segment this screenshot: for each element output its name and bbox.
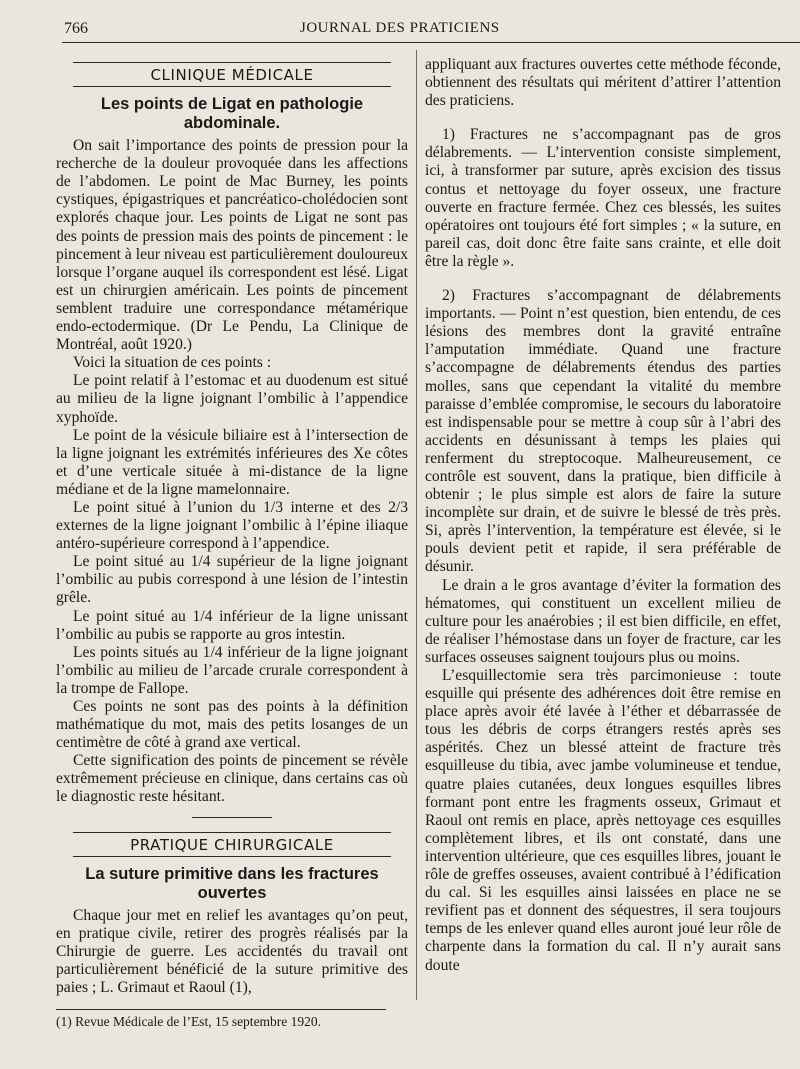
paragraph: Chaque jour met en relief les avantages qu’on peut, en pratique civile, retirer des progrès réalisés par la Chirurgie de guerre. Les accidentés du travail ont particulièrement bénéficié de la suture primitive des paies ; L. Grimaut et Raoul (1), xyxy=(56,906,408,997)
paragraph: L’esquillectomie sera très parcimonieuse : toute esquille qui présente des adhérences doit être remise en place après avoir été lavée à l’éther et débarrassée de tous les débris de corps étrangers restés après ses aspérités. Chez un blessé atteint de fracture très esquilleuse du tibia, avec jambe volumineuse et tendue, quatre plaies cutanées, deux longues esquilles libres formant pont entre les fragments osseux, Grimaut et Raoul ont remis en place, après nettoyage ces esquilles complètement libres, et ils ont constaté, dans une intervention ultérieure, que ces esquilles libres, jouant le rôle de greffes osseuses, avaient contribué à l’édification du cal. Si les esquilles ainsi laissées en place ne se revifient pas et donnent des séquestres, il sera toujours temps de les enlever quand elles auront joué leur rôle de charpente dans la formation du cal. Il n’y aurait sans doute xyxy=(425,667,781,974)
paragraph: Le point de la vésicule biliaire est à l’intersection de la ligne joignant les extrémités inférieures des Xe côtes et d’une verticale située à mi-distance de la ligne médiane et de la ligne mamelonnaire. xyxy=(56,426,408,498)
paragraph: Ces points ne sont pas des points à la définition mathématique du mot, mais des petits losanges de un centimètre de côté à grand axe vertical. xyxy=(56,698,408,752)
running-title: JOURNAL DES PRATICIENS xyxy=(300,20,500,36)
paragraph-gap xyxy=(425,110,781,126)
page-header xyxy=(0,14,800,42)
paragraph: Le point situé à l’union du 1/3 interne et des 2/3 externes de la ligne joignant l’ombilic à l’épine iliaque antéro-supérieure correspond à l’appendice. xyxy=(56,498,408,553)
paragraph: 1) Fractures ne s’accompagnant pas de gros délabrements. — L’intervention consiste simplement, ici, à transformer par suture, après excision des tissus contus et nettoyage du foyer osseux, une fracture ouverte en fracture fermée. Chez ces blessés, les suites opératoires ont toujours été fort simples ; « la suture, en pareil cas, doit donc être faite sans crainte, et elle doit être la règle ». xyxy=(425,126,781,270)
section-heading-clinique: CLINIQUE MÉDICALE xyxy=(73,62,391,87)
paragraph: appliquant aux fractures ouvertes cette méthode féconde, obtiennent des résultats qui méritent d’attirer l’attention des praticiens. xyxy=(425,56,781,110)
paragraph: Les points situés au 1/4 inférieur de la ligne joignant l’ombilic au milieu de l’arcade crurale correspondent à la trompe de Fallope. xyxy=(56,643,408,697)
paragraph: Le point relatif à l’estomac et au duodenum est situé au milieu de la ligne joignant l’ombilic à l’appendice xyphoïde. xyxy=(56,372,408,426)
footnote: (1) Revue Médicale de l’Est, 15 septembre 1920. xyxy=(56,1014,322,1030)
footnote-rule xyxy=(56,1009,386,1010)
section-separator xyxy=(192,817,272,818)
column-divider xyxy=(416,50,417,1000)
article-title-suture: La suture primitive dans les fractures ouvertes xyxy=(85,864,379,902)
paragraph: On sait l’importance des points de pression pour la recherche de la douleur provoquée dans les affections de l’abdomen. Le point de Mac Burney, les points cystiques, épigastriques et pancréatico-cholédocien sont explorés chaque jour. Les points de Ligat ne sont pas des points de pression mais des points de pincement : le pincement à leur niveau est particulièrement douloureux lorsque l’organe auquel ils correspondent est lésé. Ligat est un chirurgien américain. Les points de pincement semblent traduire une correspondance métamérique endo-ectodermique. (Dr Le Pendu, La Clinique de Montréal, août 1920.) xyxy=(56,137,408,354)
paragraph: 2) Fractures s’accompagnant de délabrements importants. — Point n’est question, bien entendu, de ces lésions des membres dont la gravité entraîne l’amputation immédiate. Quand une fracture s’accompagne de délabrements étendus des parties molles, sans que cependant la vitalité du membre paraisse d’emblée compromise, le secours du laboratoire est indispensable pour se mettre à coup sûr à l’abri des accidents en désunissant à temps les plaies qui renferment du streptocoque. Malheureusement, ce contrôle est souvent, dans la pratique, bien difficile à obtenir ; le plus simple est alors de faire la suture incomplète sur drain, et de suivre le blessé de très près. Si, après l’intervention, la température est élevée, si le pouls devient petit et rapide, il sera préférable de désunir. xyxy=(425,287,781,576)
left-column xyxy=(56,56,408,1031)
page-number: 766 xyxy=(64,20,88,37)
paragraph: Cette signification des points de pincement se révèle extrêmement précieuse en clinique, dans certains cas où le diagnostic reste hésitant. xyxy=(56,752,408,806)
paragraph: Le point situé au 1/4 supérieur de la ligne joignant l’ombilic au pubis correspond à une lésion de l’intestin grêle. xyxy=(56,553,408,607)
section-heading-pratique: PRATIQUE CHIRURGICALE xyxy=(73,832,391,857)
paragraph: Le point situé au 1/4 inférieur de la ligne unissant l’ombilic au pubis se rapporte au gros intestin. xyxy=(56,607,408,643)
right-column xyxy=(425,56,781,975)
article-title-ligat: Les points de Ligat en pathologie abdominale. xyxy=(100,95,364,133)
paragraph: Voici la situation de ces points : xyxy=(73,354,272,372)
paragraph-gap xyxy=(425,271,781,287)
header-rule xyxy=(62,42,800,43)
paragraph: Le drain a le gros avantage d’éviter la formation des hématomes, qui constituent un excellent milieu de culture pour les anaérobies ; il est bien difficile, en effet, de réaliser l’hémostase dans un foyer de fracture, car les surfaces osseuses saignent toujours plus ou moins. xyxy=(425,576,781,666)
